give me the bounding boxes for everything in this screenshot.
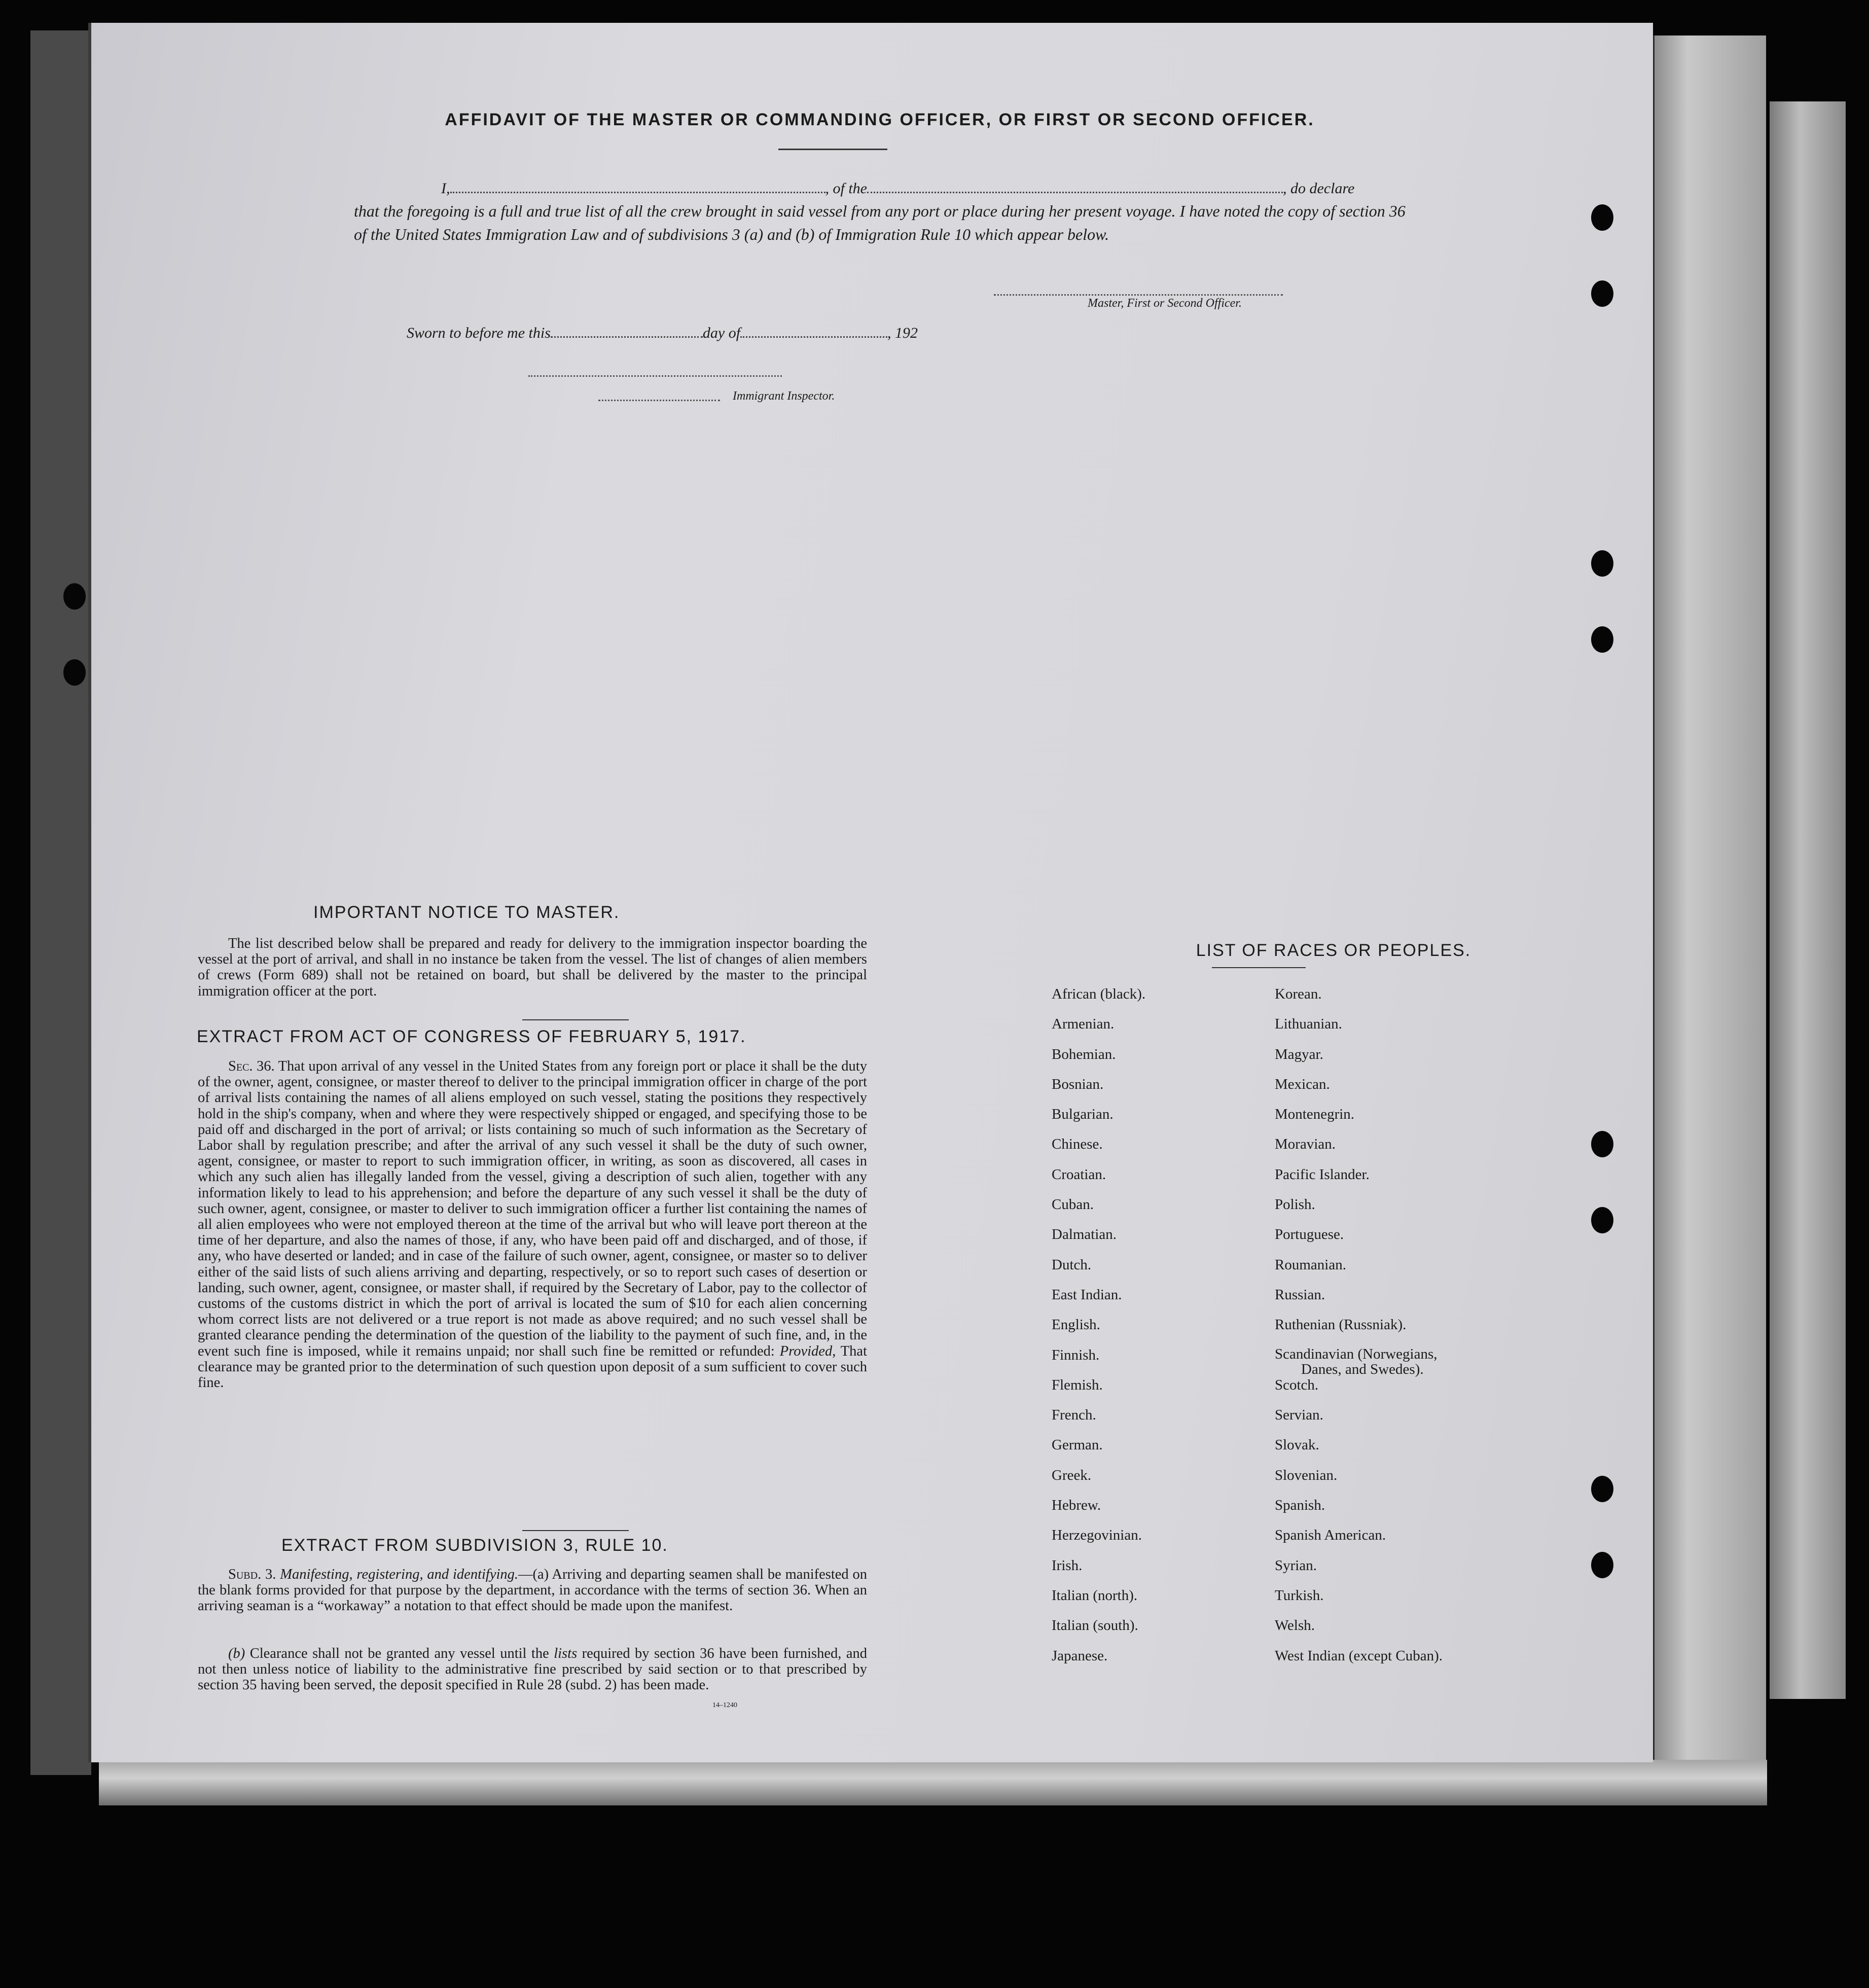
race-item: Slovak. xyxy=(1275,1437,1319,1453)
race-item: Dalmatian. xyxy=(1052,1226,1117,1243)
race-item: Russian. xyxy=(1275,1286,1325,1303)
race-item: African (black). xyxy=(1052,986,1146,1002)
race-item: Korean. xyxy=(1275,986,1322,1002)
sworn-line xyxy=(407,325,918,342)
sworn-prefix: Sworn to before me this xyxy=(407,325,551,341)
act-text xyxy=(198,1058,867,1391)
race-item: Greek. xyxy=(1052,1467,1092,1483)
punch-hole xyxy=(1591,1552,1613,1578)
affidavit-body: that the foregoing is a full and true list of all the crew brought in said vessel from any port or place during her present voyage. I have noted the copy of section 36 of the United States Immigration Law and of subdivisions 3 (a) and (b) of Immigration Rule 10 which appear below. xyxy=(354,202,1406,243)
race-item: Portuguese. xyxy=(1275,1226,1344,1243)
sworn-date-blank[interactable] xyxy=(551,336,703,338)
punch-hole xyxy=(1591,1131,1613,1157)
inspector-caption: Immigrant Inspector. xyxy=(733,389,835,403)
race-item: Ruthenian (Russniak). xyxy=(1275,1317,1407,1333)
race-item: Spanish American. xyxy=(1275,1527,1386,1544)
divider xyxy=(522,1530,629,1531)
notice-heading: IMPORTANT NOTICE TO MASTER. xyxy=(313,903,620,922)
race-item: Spanish. xyxy=(1275,1497,1325,1514)
race-item: Lithuanian. xyxy=(1275,1016,1342,1033)
declaration-end: , do declare xyxy=(1283,180,1355,197)
race-item-scandinavian xyxy=(1275,1346,1443,1376)
race-item: Roumanian. xyxy=(1275,1256,1346,1273)
race-item: Bosnian. xyxy=(1052,1076,1104,1092)
race-item: Japanese. xyxy=(1052,1647,1108,1664)
race-item: Cuban. xyxy=(1052,1196,1094,1213)
punch-hole xyxy=(63,659,86,686)
race-item: Welsh. xyxy=(1275,1617,1315,1634)
races-right-column xyxy=(1275,985,1443,1677)
race-item-continued: Danes, and Swedes). xyxy=(1301,1361,1424,1377)
act-heading: EXTRACT FROM ACT OF CONGRESS OF FEBRUARY 5, 1917. xyxy=(197,1027,746,1046)
race-item: Herzegovinian. xyxy=(1052,1527,1142,1544)
divider xyxy=(778,149,887,150)
race-item: Dutch. xyxy=(1052,1256,1092,1273)
race-item: Flemish. xyxy=(1052,1376,1103,1393)
act-text-end: That clearance may be granted prior to the determination of such question upon deposit of a sum sufficient to cover such fine. xyxy=(198,1343,867,1391)
para-b-label: (b) xyxy=(228,1646,245,1661)
race-item: Italian (north). xyxy=(1052,1587,1138,1604)
signature-caption: Master, First or Second Officer. xyxy=(1088,297,1242,310)
vessel-blank[interactable] xyxy=(867,191,1283,193)
form-number: 14–1240 xyxy=(712,1701,737,1709)
race-item: East Indian. xyxy=(1052,1286,1122,1303)
subd-label: Subd. 3. xyxy=(228,1567,276,1582)
para-b-2: required by section 36 have been furnished, and not then unless notice of liability to the administrative fine prescribed by said section or to that prescribed by section 35 having been served, the deposit specified in Rule 28 (subd. 2) has been made. xyxy=(198,1646,868,1693)
inspector-blank-lead xyxy=(598,400,720,401)
punch-hole xyxy=(1591,1207,1613,1233)
rule-para-a xyxy=(198,1567,867,1614)
declaration-i: I, xyxy=(441,180,450,197)
stacked-pages-edge xyxy=(99,1760,1767,1805)
sworn-month-blank[interactable] xyxy=(740,336,887,338)
punch-hole xyxy=(63,583,86,610)
race-item: Slovenian. xyxy=(1275,1467,1338,1483)
race-item: Montenegrin. xyxy=(1275,1106,1355,1123)
declaration-line xyxy=(441,180,1354,197)
race-item: Armenian. xyxy=(1052,1016,1115,1033)
binding-edge xyxy=(30,30,91,1775)
rule-heading: EXTRACT FROM SUBDIVISION 3, RULE 10. xyxy=(281,1536,668,1555)
race-item: Bohemian. xyxy=(1052,1046,1116,1062)
race-item: Croatian. xyxy=(1052,1166,1106,1183)
underlying-sheet xyxy=(1653,36,1766,1780)
divider xyxy=(1212,967,1306,968)
race-item: English. xyxy=(1052,1317,1100,1333)
punch-hole xyxy=(1591,550,1613,577)
inspector-signature-blank[interactable] xyxy=(528,375,782,377)
para-b-lists: lists xyxy=(554,1646,578,1661)
race-item: Scandinavian (Norwegians, xyxy=(1275,1345,1437,1362)
races-heading: LIST OF RACES OR PEOPLES. xyxy=(1196,941,1471,960)
race-item: Hebrew. xyxy=(1052,1497,1101,1514)
sworn-day: day of xyxy=(702,325,741,341)
race-item: Mexican. xyxy=(1275,1076,1330,1092)
declaration-of-the: , of the xyxy=(825,180,867,197)
race-item: Servian. xyxy=(1275,1407,1323,1424)
notice-text: The list described below shall be prepared and ready for delivery to the immigration inspector boarding the vessel at the port of arrival, and shall in no instance be taken from the vessel. The list of changes of alien members of crews (Form 689) shall not be retained on board, but shall be delivered by the master to the principal immigration officer at the port. xyxy=(198,936,867,999)
race-item: Scotch. xyxy=(1275,1376,1319,1393)
form-page xyxy=(91,23,1653,1762)
race-item: German. xyxy=(1052,1437,1103,1453)
divider xyxy=(522,1019,629,1020)
punch-hole xyxy=(1591,280,1613,307)
provided-word: Provided, xyxy=(779,1343,836,1359)
affidavit-title: AFFIDAVIT OF THE MASTER OR COMMANDING OFFICER, OR FIRST OR SECOND OFFICER. xyxy=(445,110,1315,129)
signature-blank[interactable] xyxy=(994,294,1283,296)
race-item: Turkish. xyxy=(1275,1587,1324,1604)
name-blank[interactable] xyxy=(450,191,825,193)
section-label: Sec. 36. xyxy=(228,1058,275,1074)
act-text-main: That upon arrival of any vessel in the United States from any foreign port or place it shall be the duty of the owner, agent, consignee, or master thereof to deliver to the principal immigration officer in charge of the port of arrival lists containing the names of all aliens employed on such vessel, stating the positions they respectively hold in the ship's company, when and where they were respectively shipped or engaged, and specifying those to be paid off and discharged in the port of arrival; or lists containing so much of such information as the Secretary of Labor shall by regulation prescribe; and after the arrival of any such vessel it shall be the duty of such owner, agent, consignee, or master to report to such immigration officer, in writing, as soon as discovered, all cases in which any such alien has illegally landed from the vessel, giving a description of such alien, together with any information likely to lead to his apprehension; and before the departure of any such vessel it shall be the duty of such owner, agent, consignee, or master to deliver to such immigration officer a further list containing the names of all alien employees who were not employed thereon at the time of the arrival but who will leave port thereon at the time of her departure, and also the names of those, if any, who have been paid off and discharged, and of those, if any, who have deserted or landed; and in case of the failure of such owner, agent, consignee, or master so to deliver either of the said lists of such aliens arriving and departing, respectively, or so to report such cases of desertion or landing, such owner, agent, consignee, or master shall, if required by the Secretary of Labor, pay to the collector of customs of the customs district in which the port of arrival is located the sum of $10 for each alien concerning whom correct lists are not delivered or a true report is not made as above required; and no such vessel shall be granted clearance pending the determination of the question of the liability to the payment of such fine, and, in the event such fine is imposed, while it remains unpaid; nor shall such fine be remitted or refunded: xyxy=(198,1058,867,1359)
race-item: Italian (south). xyxy=(1052,1617,1138,1634)
race-item: Bulgarian. xyxy=(1052,1106,1113,1123)
race-item: Chinese. xyxy=(1052,1136,1103,1153)
punch-hole xyxy=(1591,626,1613,653)
race-item: Finnish. xyxy=(1052,1346,1100,1363)
rule-para-a-text: —(a) Arriving and departing seamen shall be manifested on the blank forms provided for that purpose by the department, in accordance with the terms of section 36. When an arriving seaman is a “workaway” a notation to that effect should be made upon the manifest. xyxy=(198,1567,868,1614)
race-item: Magyar. xyxy=(1275,1046,1323,1062)
races-left-column xyxy=(1052,985,1145,1677)
sworn-year: , 192 xyxy=(887,325,918,341)
rule-para-b xyxy=(198,1646,867,1693)
subd-title: Manifesting, registering, and identifying. xyxy=(280,1567,519,1582)
race-item: Irish. xyxy=(1052,1557,1083,1574)
punch-hole xyxy=(1591,204,1613,231)
race-item: West Indian (except Cuban). xyxy=(1275,1647,1443,1664)
underlying-sheet-right xyxy=(1770,101,1846,1699)
race-item: Syrian. xyxy=(1275,1557,1317,1574)
race-item: French. xyxy=(1052,1407,1096,1424)
para-b-1: Clearance shall not be granted any vessel until the xyxy=(249,1646,549,1661)
punch-hole xyxy=(1591,1476,1613,1502)
race-item: Moravian. xyxy=(1275,1136,1336,1153)
race-item: Pacific Islander. xyxy=(1275,1166,1370,1183)
race-item: Polish. xyxy=(1275,1196,1315,1213)
